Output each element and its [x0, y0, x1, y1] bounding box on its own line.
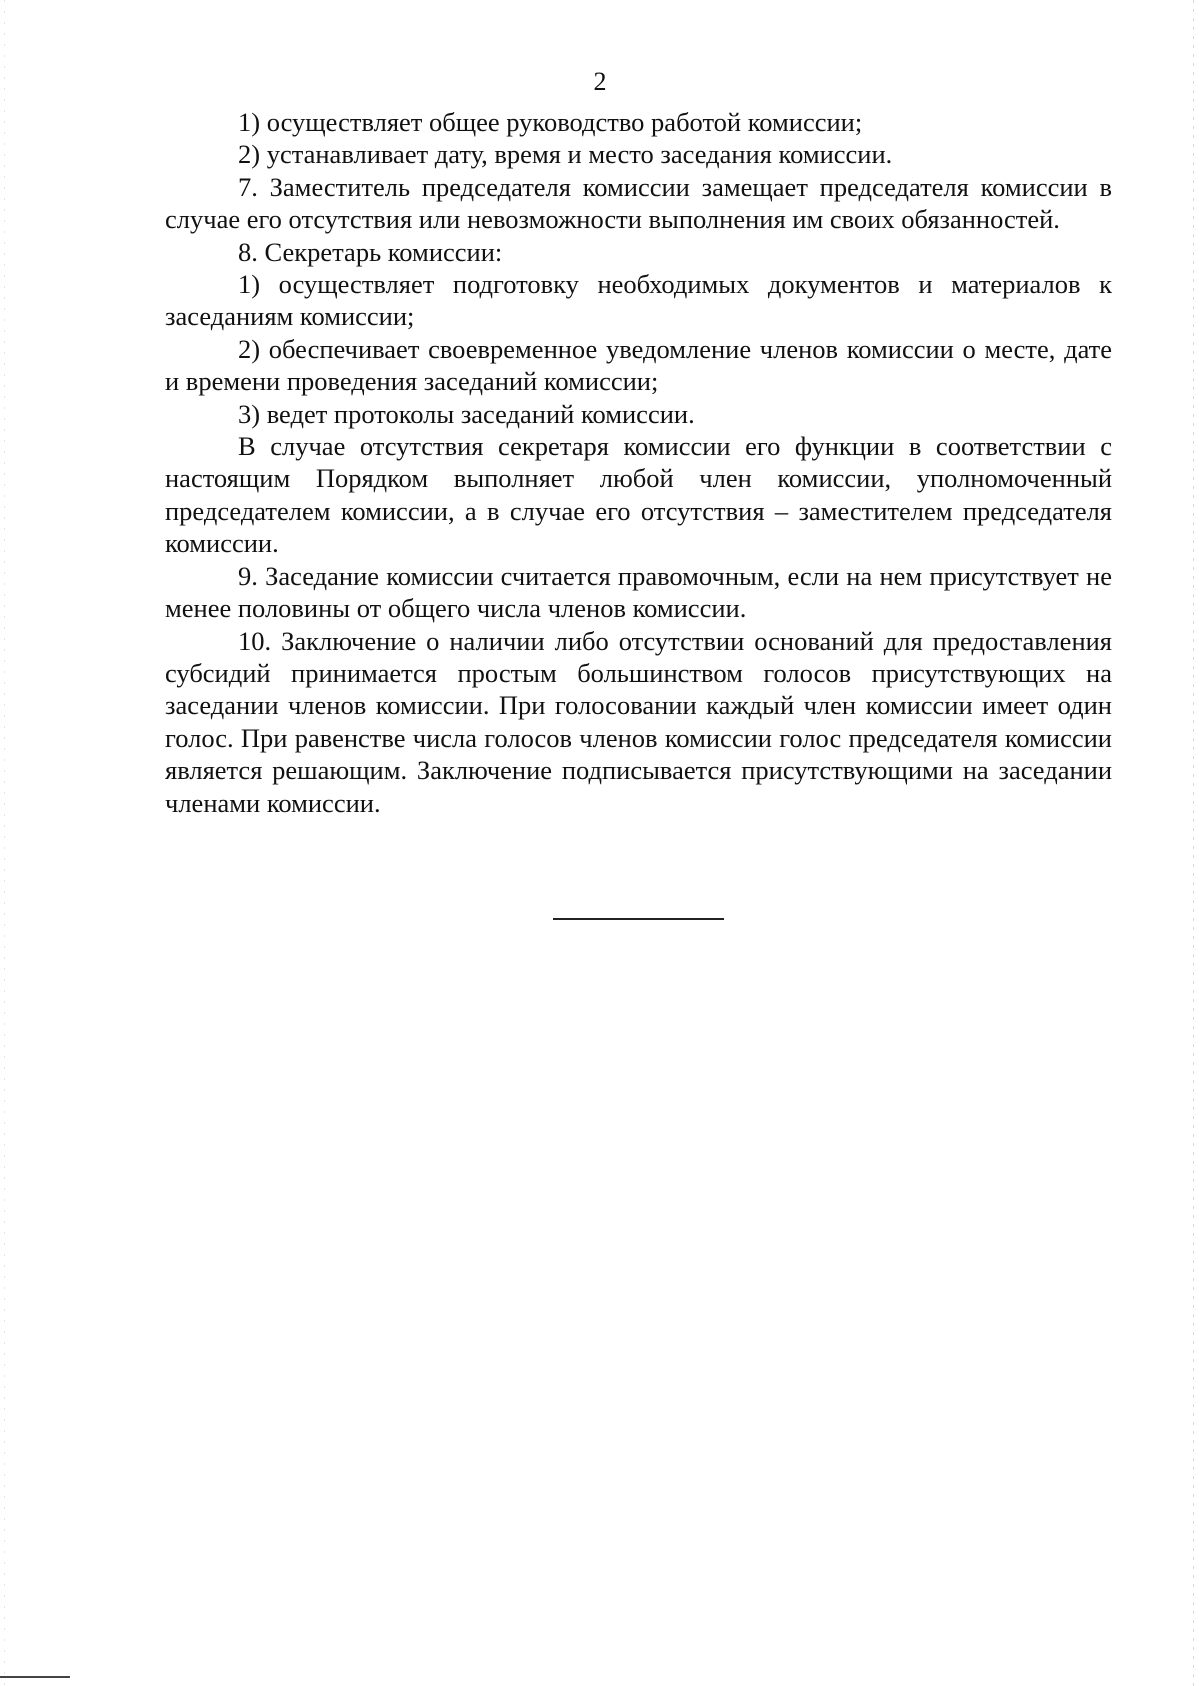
end-of-text-rule — [553, 918, 724, 920]
paragraph-secretary-absence: В случае отсутствия секретаря комиссии его функции в соответствии с настоящим Порядком выполняет любой член комиссии, уполномоченный председателем комиссии, а в случае его отсутствия – заместителем председателя комиссии. — [165, 431, 1112, 559]
paragraph-chair-duty-1: 1) осуществляет общее руководство работой комиссии; — [238, 107, 863, 137]
paragraph-item-8-heading: 8. Секретарь комиссии: — [238, 236, 503, 267]
paragraph-chair-duty-2: 2) устанавливает дату, время и место заседания комиссии. — [238, 139, 893, 170]
scan-corner-mark — [0, 1676, 70, 1678]
page-number: 2 — [593, 67, 607, 96]
paragraph-secretary-duty-2: 2) обеспечивает своевременное уведомление членов комиссии о месте, дате и времени проведения заседаний комиссии; — [165, 333, 1112, 397]
paragraph-secretary-duty-1: 1) осуществляет подготовку необходимых документов и материалов к заседаниям комиссии; — [165, 269, 1112, 332]
paragraph-item-9: 9. Заседание комиссии считается правомочным, если на нем присутствует не менее половины от общего числа членов комиссии. — [165, 560, 1112, 624]
document-body — [165, 106, 1112, 819]
scan-edge-left — [4, 0, 5, 1686]
paragraph-secretary-duty-3: 3) ведет протоколы заседаний комиссии. — [238, 398, 695, 429]
paragraph-item-10: 10. Заключение о наличии либо отсутствии оснований для предоставления субсидий принимается простым большинством голосов присутствующих на заседании членов комиссии. При голосовании каждый член комиссии имеет один голос. При равенстве числа голосов членов комиссии голос председателя комиссии является решающим. Заключение подписывается присутствующими на заседании членами комиссии. — [165, 625, 1112, 818]
paragraph-item-7: 7. Заместитель председателя комиссии замещает председателя комиссии в случае его отсутствия или невозможности выполнения им своих обязанностей. — [165, 171, 1112, 235]
scan-edge-right — [1193, 0, 1194, 1686]
